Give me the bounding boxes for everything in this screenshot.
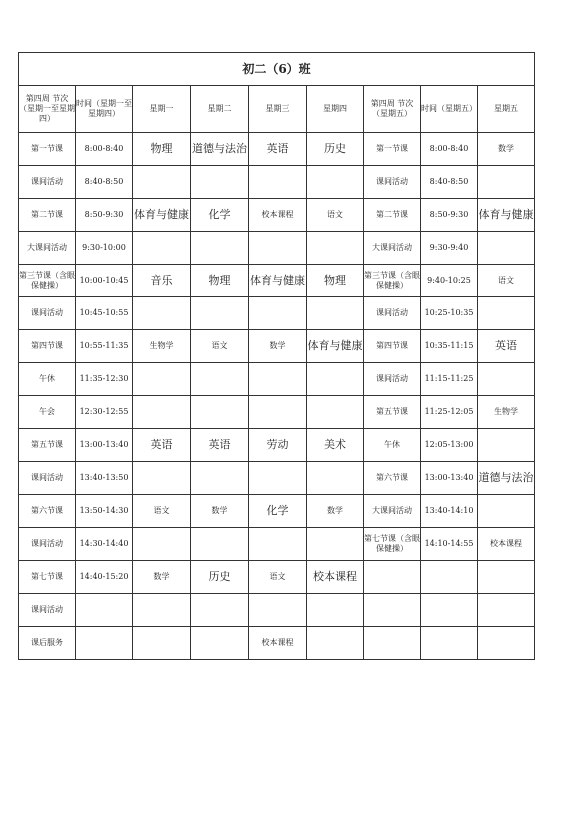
table-cell — [307, 627, 364, 660]
table-cell — [191, 627, 249, 660]
table-row — [19, 166, 535, 199]
table-cell — [478, 495, 535, 528]
table-row — [19, 199, 535, 232]
table-cell — [307, 232, 364, 265]
table-cell: 9:30-9:40 — [421, 232, 478, 265]
table-cell: 校本课程 — [249, 627, 307, 660]
table-cell: 12:30-12:55 — [76, 396, 133, 429]
table-cell: 生物学 — [133, 330, 191, 363]
table-cell: 英语 — [191, 429, 249, 462]
table-cell: 第五节课 — [364, 396, 421, 429]
table-cell — [249, 232, 307, 265]
table-cell: 13:40-14:10 — [421, 495, 478, 528]
table-cell: 校本课程 — [478, 528, 535, 561]
table-cell — [133, 462, 191, 495]
header-cell: 星期一 — [133, 86, 191, 133]
table-row — [19, 265, 535, 297]
table-cell: 第六节课 — [19, 495, 76, 528]
header-cell: 时间（星期一至星期四） — [76, 86, 133, 133]
header-cell: 星期五 — [478, 86, 535, 133]
table-cell: 8:00-8:40 — [421, 133, 478, 166]
table-cell — [191, 363, 249, 396]
table-cell: 课间活动 — [364, 297, 421, 330]
table-cell — [307, 528, 364, 561]
table-cell: 体育与健康 — [307, 330, 364, 363]
table-cell — [249, 462, 307, 495]
table-cell: 第三节课（含眼保健操） — [19, 265, 76, 297]
table-cell — [133, 396, 191, 429]
timetable — [18, 52, 535, 660]
table-row — [19, 528, 535, 561]
table-cell: 第四节课 — [364, 330, 421, 363]
table-cell: 午休 — [19, 363, 76, 396]
table-cell — [364, 594, 421, 627]
table-row — [19, 133, 535, 166]
table-row — [19, 495, 535, 528]
table-cell: 历史 — [191, 561, 249, 594]
table-cell: 11:25-12:05 — [421, 396, 478, 429]
table-row — [19, 363, 535, 396]
table-cell — [249, 528, 307, 561]
header-cell: 星期二 — [191, 86, 249, 133]
table-row — [19, 561, 535, 594]
table-cell — [421, 627, 478, 660]
table-cell: 课间活动 — [364, 166, 421, 199]
header-cell: 星期四 — [307, 86, 364, 133]
table-cell: 音乐 — [133, 265, 191, 297]
table-cell: 14:30-14:40 — [76, 528, 133, 561]
table-row — [19, 297, 535, 330]
table-cell: 12:05-13:00 — [421, 429, 478, 462]
table-cell: 10:45-10:55 — [76, 297, 133, 330]
table-cell: 校本课程 — [307, 561, 364, 594]
table-cell — [478, 363, 535, 396]
table-cell: 数学 — [249, 330, 307, 363]
table-cell: 大课间活动 — [364, 495, 421, 528]
table-cell: 数学 — [133, 561, 191, 594]
table-cell — [191, 166, 249, 199]
table-cell — [191, 594, 249, 627]
table-cell: 大课间活动 — [364, 232, 421, 265]
table-cell: 8:40-8:50 — [76, 166, 133, 199]
table-cell: 语文 — [478, 265, 535, 297]
table-cell: 13:40-13:50 — [76, 462, 133, 495]
table-cell: 历史 — [307, 133, 364, 166]
table-cell: 第三节课（含眼保健操） — [364, 265, 421, 297]
header-cell: 第四周 节次（星期五） — [364, 86, 421, 133]
table-cell: 第二节课 — [364, 199, 421, 232]
table-row — [19, 594, 535, 627]
table-cell — [307, 462, 364, 495]
table-cell — [307, 166, 364, 199]
table-cell — [478, 232, 535, 265]
table-cell — [133, 528, 191, 561]
table-cell — [307, 396, 364, 429]
table-cell: 英语 — [133, 429, 191, 462]
table-cell: 13:50-14:30 — [76, 495, 133, 528]
table-cell: 校本课程 — [249, 199, 307, 232]
table-cell — [133, 232, 191, 265]
table-cell — [478, 561, 535, 594]
table-cell: 10:35-11:15 — [421, 330, 478, 363]
table-cell: 语文 — [307, 199, 364, 232]
table-cell — [133, 297, 191, 330]
table-cell — [249, 297, 307, 330]
table-cell: 第二节课 — [19, 199, 76, 232]
table-cell: 11:35-12:30 — [76, 363, 133, 396]
table-cell: 劳动 — [249, 429, 307, 462]
table-cell — [191, 528, 249, 561]
table-cell — [307, 297, 364, 330]
table-cell — [76, 627, 133, 660]
table-cell — [364, 627, 421, 660]
table-cell: 数学 — [191, 495, 249, 528]
table-row — [19, 627, 535, 660]
table-cell — [478, 166, 535, 199]
table-cell: 8:50-9:30 — [76, 199, 133, 232]
table-cell: 第七节课 — [19, 561, 76, 594]
timetable-body — [19, 133, 535, 660]
table-cell: 道德与法治 — [191, 133, 249, 166]
table-cell — [249, 396, 307, 429]
table-cell: 课间活动 — [364, 363, 421, 396]
table-cell: 8:50-9:30 — [421, 199, 478, 232]
table-row — [19, 330, 535, 363]
table-cell: 第五节课 — [19, 429, 76, 462]
table-cell: 11:15-11:25 — [421, 363, 478, 396]
table-cell: 体育与健康 — [478, 199, 535, 232]
table-cell: 化学 — [191, 199, 249, 232]
table-row — [19, 396, 535, 429]
table-cell: 课间活动 — [19, 297, 76, 330]
table-cell: 13:00-13:40 — [421, 462, 478, 495]
table-cell: 10:25-10:35 — [421, 297, 478, 330]
table-cell: 语文 — [249, 561, 307, 594]
table-row — [19, 429, 535, 462]
table-cell: 午休 — [364, 429, 421, 462]
table-cell: 第六节课 — [364, 462, 421, 495]
table-cell — [364, 561, 421, 594]
table-cell: 课间活动 — [19, 166, 76, 199]
table-cell: 14:40-15:20 — [76, 561, 133, 594]
table-cell: 物理 — [133, 133, 191, 166]
table-cell — [191, 396, 249, 429]
header-cell: 时间（星期五） — [421, 86, 478, 133]
table-cell: 午会 — [19, 396, 76, 429]
table-cell: 生物学 — [478, 396, 535, 429]
table-cell: 第七节课（含眼保健操） — [364, 528, 421, 561]
table-cell: 13:00-13:40 — [76, 429, 133, 462]
table-cell: 体育与健康 — [133, 199, 191, 232]
table-cell — [249, 594, 307, 627]
table-cell: 英语 — [249, 133, 307, 166]
table-cell: 体育与健康 — [249, 265, 307, 297]
table-cell — [191, 297, 249, 330]
table-cell: 8:40-8:50 — [421, 166, 478, 199]
table-cell — [191, 232, 249, 265]
table-cell — [478, 627, 535, 660]
table-cell — [133, 627, 191, 660]
header-cell: 第四周 节次（星期一至星期四） — [19, 86, 76, 133]
table-cell: 9:30-10:00 — [76, 232, 133, 265]
table-cell: 14:10-14:55 — [421, 528, 478, 561]
table-cell: 8:00-8:40 — [76, 133, 133, 166]
table-cell: 物理 — [307, 265, 364, 297]
table-cell — [421, 594, 478, 627]
table-cell — [133, 166, 191, 199]
table-cell — [133, 594, 191, 627]
table-cell — [478, 297, 535, 330]
table-cell: 数学 — [478, 133, 535, 166]
table-cell: 9:40-10:25 — [421, 265, 478, 297]
header-row — [19, 86, 535, 133]
table-cell: 第四节课 — [19, 330, 76, 363]
table-cell — [76, 594, 133, 627]
table-cell: 课后服务 — [19, 627, 76, 660]
table-cell: 第一节课 — [19, 133, 76, 166]
table-cell: 英语 — [478, 330, 535, 363]
table-cell — [307, 363, 364, 396]
table-cell — [191, 462, 249, 495]
table-cell: 语文 — [191, 330, 249, 363]
table-cell: 第一节课 — [364, 133, 421, 166]
table-cell: 课间活动 — [19, 528, 76, 561]
table-cell: 课间活动 — [19, 462, 76, 495]
table-cell — [478, 429, 535, 462]
table-cell — [478, 594, 535, 627]
table-cell: 10:00-10:45 — [76, 265, 133, 297]
table-row — [19, 232, 535, 265]
table-cell: 语文 — [133, 495, 191, 528]
table-cell: 大课间活动 — [19, 232, 76, 265]
table-cell: 数学 — [307, 495, 364, 528]
table-cell — [249, 363, 307, 396]
table-cell — [133, 363, 191, 396]
table-cell — [307, 594, 364, 627]
class-title: 初二（6）班 — [19, 53, 535, 86]
table-cell: 物理 — [191, 265, 249, 297]
timetable-sheet — [18, 52, 534, 660]
table-row — [19, 462, 535, 495]
table-cell: 美术 — [307, 429, 364, 462]
table-cell — [421, 561, 478, 594]
table-cell: 化学 — [249, 495, 307, 528]
table-cell: 课间活动 — [19, 594, 76, 627]
table-cell: 道德与法治 — [478, 462, 535, 495]
table-cell: 10:55-11:35 — [76, 330, 133, 363]
header-cell: 星期三 — [249, 86, 307, 133]
table-cell — [249, 166, 307, 199]
